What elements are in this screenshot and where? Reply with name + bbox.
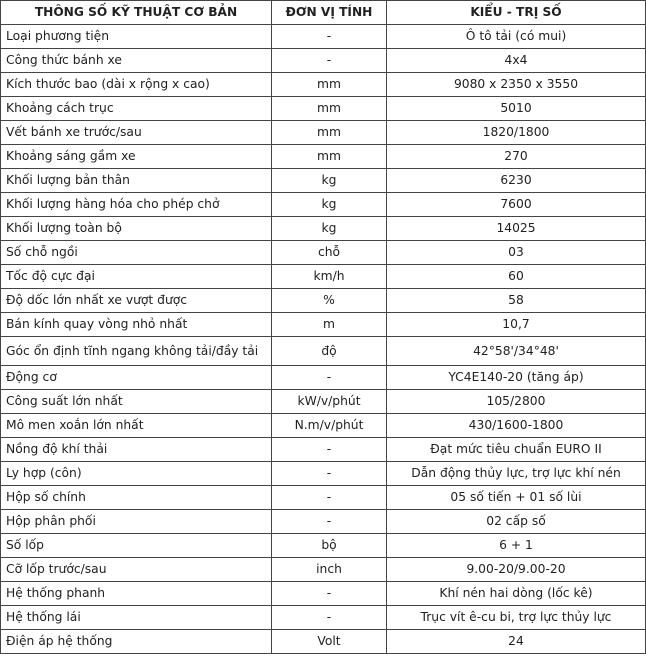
param-cell: Kích thước bao (dài x rộng x cao) <box>1 73 272 97</box>
unit-cell: Volt <box>272 630 387 654</box>
unit-cell: kW/v/phút <box>272 390 387 414</box>
value-cell: 14025 <box>387 217 646 241</box>
unit-cell: mm <box>272 97 387 121</box>
unit-cell: - <box>272 462 387 486</box>
unit-cell: độ <box>272 337 387 366</box>
unit-cell: chỗ <box>272 241 387 265</box>
header-value: KIỂU - TRỊ SỐ <box>387 1 646 25</box>
unit-cell: m <box>272 313 387 337</box>
param-cell: Số chỗ ngồi <box>1 241 272 265</box>
unit-cell: mm <box>272 145 387 169</box>
param-cell: Ly hợp (côn) <box>1 462 272 486</box>
table-row <box>1 582 646 606</box>
param-cell: Hộp số chính <box>1 486 272 510</box>
table-row <box>1 313 646 337</box>
table-row <box>1 73 646 97</box>
table-row <box>1 121 646 145</box>
value-cell: 03 <box>387 241 646 265</box>
unit-cell: - <box>272 49 387 73</box>
table-row <box>1 558 646 582</box>
table-row <box>1 414 646 438</box>
header-param: THÔNG SỐ KỸ THUẬT CƠ BẢN <box>1 1 272 25</box>
table-row <box>1 241 646 265</box>
table-row <box>1 366 646 390</box>
param-cell: Nồng độ khí thải <box>1 438 272 462</box>
value-cell: 10,7 <box>387 313 646 337</box>
table-row <box>1 630 646 654</box>
table-row <box>1 337 646 366</box>
param-cell: Hệ thống lái <box>1 606 272 630</box>
value-cell: 58 <box>387 289 646 313</box>
unit-cell: mm <box>272 73 387 97</box>
unit-cell: kg <box>272 217 387 241</box>
table-row <box>1 438 646 462</box>
param-cell: Động cơ <box>1 366 272 390</box>
param-cell: Khoảng sáng gầm xe <box>1 145 272 169</box>
param-cell: Số lốp <box>1 534 272 558</box>
value-cell: Đạt mức tiêu chuẩn EURO II <box>387 438 646 462</box>
table-row <box>1 486 646 510</box>
value-cell: Trục vít ê-cu bi, trợ lực thủy lực <box>387 606 646 630</box>
param-cell: Vết bánh xe trước/sau <box>1 121 272 145</box>
header-unit: ĐƠN VỊ TÍNH <box>272 1 387 25</box>
value-cell: 5010 <box>387 97 646 121</box>
unit-cell: mm <box>272 121 387 145</box>
unit-cell: bộ <box>272 534 387 558</box>
param-cell: Mô men xoắn lớn nhất <box>1 414 272 438</box>
value-cell: Dẫn động thủy lực, trợ lực khí nén <box>387 462 646 486</box>
unit-cell: - <box>272 606 387 630</box>
table-row <box>1 462 646 486</box>
table-row <box>1 390 646 414</box>
value-cell: 105/2800 <box>387 390 646 414</box>
param-cell: Điện áp hệ thống <box>1 630 272 654</box>
unit-cell: % <box>272 289 387 313</box>
value-cell: 4x4 <box>387 49 646 73</box>
value-cell: 42°58'/34°48' <box>387 337 646 366</box>
value-cell: 05 số tiến + 01 số lùi <box>387 486 646 510</box>
unit-cell: - <box>272 25 387 49</box>
param-cell: Góc ổn định tĩnh ngang không tải/đầy tải <box>1 337 272 366</box>
table-row <box>1 97 646 121</box>
table-row <box>1 169 646 193</box>
unit-cell: inch <box>272 558 387 582</box>
table-row <box>1 25 646 49</box>
param-cell: Bán kính quay vòng nhỏ nhất <box>1 313 272 337</box>
param-cell: Loại phương tiện <box>1 25 272 49</box>
unit-cell: - <box>272 582 387 606</box>
value-cell: YC4E140-20 (tăng áp) <box>387 366 646 390</box>
value-cell: Ô tô tải (có mui) <box>387 25 646 49</box>
table-row <box>1 510 646 534</box>
unit-cell: N.m/v/phút <box>272 414 387 438</box>
unit-cell: kg <box>272 169 387 193</box>
unit-cell: km/h <box>272 265 387 289</box>
param-cell: Công suất lớn nhất <box>1 390 272 414</box>
spec-table-body <box>1 25 646 654</box>
param-cell: Khoảng cách trục <box>1 97 272 121</box>
table-row <box>1 49 646 73</box>
param-cell: Tốc độ cực đại <box>1 265 272 289</box>
param-cell: Hệ thống phanh <box>1 582 272 606</box>
param-cell: Cỡ lốp trước/sau <box>1 558 272 582</box>
table-row <box>1 534 646 558</box>
header-row <box>1 1 646 25</box>
unit-cell: - <box>272 438 387 462</box>
unit-cell: - <box>272 486 387 510</box>
param-cell: Khối lượng bản thân <box>1 169 272 193</box>
unit-cell: - <box>272 366 387 390</box>
table-row <box>1 217 646 241</box>
table-row <box>1 265 646 289</box>
unit-cell: kg <box>272 193 387 217</box>
value-cell: 430/1600-1800 <box>387 414 646 438</box>
param-cell: Khối lượng toàn bộ <box>1 217 272 241</box>
value-cell: Khí nén hai dòng (lốc kê) <box>387 582 646 606</box>
value-cell: 9.00-20/9.00-20 <box>387 558 646 582</box>
value-cell: 02 cấp số <box>387 510 646 534</box>
value-cell: 1820/1800 <box>387 121 646 145</box>
param-cell: Hộp phân phối <box>1 510 272 534</box>
table-row <box>1 606 646 630</box>
param-cell: Khối lượng hàng hóa cho phép chở <box>1 193 272 217</box>
value-cell: 6230 <box>387 169 646 193</box>
value-cell: 7600 <box>387 193 646 217</box>
value-cell: 9080 x 2350 x 3550 <box>387 73 646 97</box>
param-cell: Công thức bánh xe <box>1 49 272 73</box>
table-row <box>1 145 646 169</box>
value-cell: 60 <box>387 265 646 289</box>
param-cell: Độ dốc lớn nhất xe vượt được <box>1 289 272 313</box>
value-cell: 6 + 1 <box>387 534 646 558</box>
value-cell: 270 <box>387 145 646 169</box>
unit-cell: - <box>272 510 387 534</box>
value-cell: 24 <box>387 630 646 654</box>
table-row <box>1 193 646 217</box>
table-row <box>1 289 646 313</box>
